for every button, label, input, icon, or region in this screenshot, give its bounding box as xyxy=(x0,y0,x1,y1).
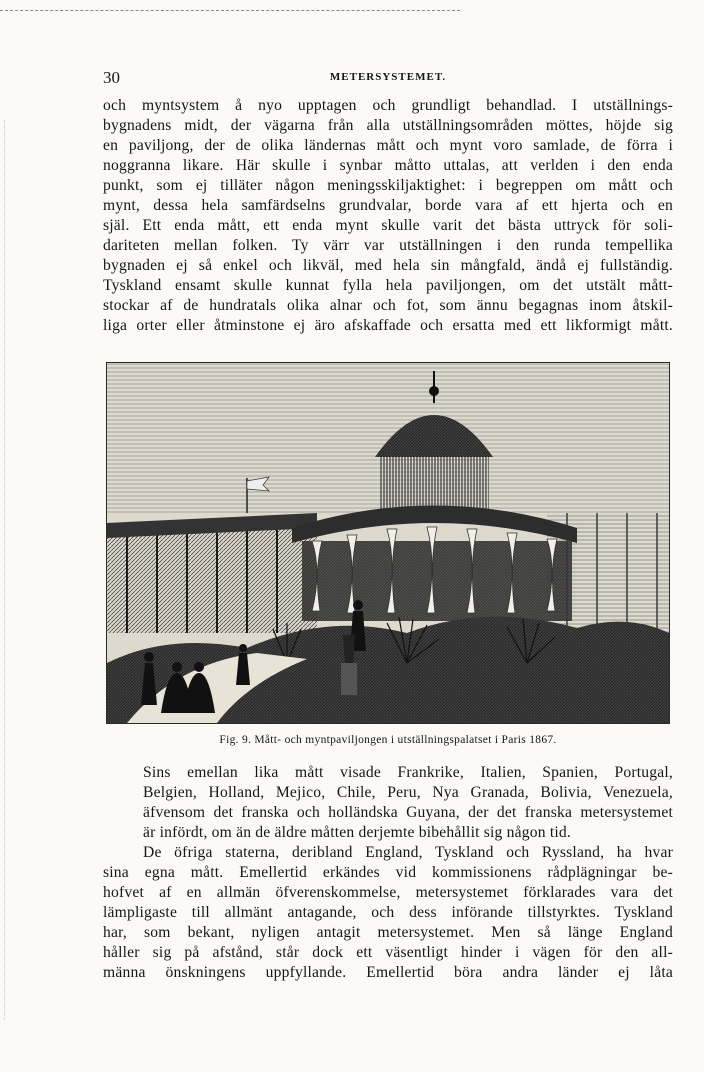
text-line: punkt, som ej tilläter någon meningsskiljaktighet: i begreppen om mått och xyxy=(103,177,673,194)
engraving-figure xyxy=(106,362,670,724)
text-line: noggranna likare. Här skulle i synbar måtto uttalas, att verlden i den enda xyxy=(103,157,673,174)
paragraph-2 xyxy=(103,763,673,843)
text-line: Belgien, Holland, Mejico, Chile, Peru, Nya Granada, Bolivia, Venezuela, xyxy=(143,784,673,801)
text-line: själ. Ett enda mått, ett enda mynt skulle varit det bästa uttryck för soli- xyxy=(103,217,673,234)
text-line: Tyskland ensamt skulle kunnat fylla hela paviljongen, om det utstält mått- xyxy=(103,277,673,294)
dome-finial xyxy=(429,386,439,396)
text-line: har, som bekant, nyligen antagit metersystemet. Men så länge England xyxy=(103,924,673,941)
text-line: mynt, dessa hela samfärdselns grundvalar, borde vara af ett hjerta och en xyxy=(103,197,673,214)
text-line: sina egna mått. Emellertid erkändes vid kommissionens rådplägningar be- xyxy=(103,864,673,881)
scan-margin-specks xyxy=(4,120,5,1020)
pavilion-engraving xyxy=(107,363,669,723)
pavilion-colonnade xyxy=(302,541,572,621)
text-line: Sins emellan lika mått visade Frankrike, Italien, Spanien, Portugal, xyxy=(143,764,673,781)
text-line: bygnadens midt, der vägarna från alla utställningsområden möttes, höjde sig xyxy=(103,117,673,134)
paragraph-3 xyxy=(103,843,673,983)
figure-caption: Fig. 9. Mått- och myntpaviljongen i utställningspalatset i Paris 1867. xyxy=(219,734,557,746)
running-head: METERSYSTEMET. xyxy=(329,71,447,83)
text-line: och myntsystem å nyo upptagen och grundligt behandlad. I utställnings- xyxy=(103,97,673,114)
text-line: dariteten mellan folken. Ty värr var utställningen i den runda tempellika xyxy=(103,237,673,254)
text-line: De öfriga staterna, deribland England, Tyskland och Ryssland, ha hvar xyxy=(143,844,673,861)
scan-edge-line xyxy=(0,10,460,11)
pedestal xyxy=(341,663,357,695)
text-line: är infördt, om än de äldre måtten derjemte bibehållit sig någon tid. xyxy=(143,824,572,841)
text-line: en paviljong, der de olika ländernas mått och mynt voro samlade, de förra i xyxy=(103,137,673,154)
page-number: 30 xyxy=(103,68,120,87)
left-arcade xyxy=(107,523,317,633)
text-line: stockar af de hundratals olika alnar och fot, som ännu begagnas inom åtskil- xyxy=(103,297,673,314)
text-line: männa önskningens uppfyllande. Emellertid böra andra länder ej låta xyxy=(103,964,673,981)
text-line: äfvensom det franska och holländska Guyana, der det franska metersystemet xyxy=(143,804,673,821)
page-header xyxy=(103,68,673,86)
text-line: liga orter eller åtminstone ej äro afskaffade och ersatta med ett likformigt mått. xyxy=(103,317,673,334)
text-line: bygnaden ej så enkel och likväl, med hela sin mångfald, ändå ej fullständig. xyxy=(103,257,673,274)
text-line: hofvet af en allmän öfverenskommelse, metersystemet förklarades vara det xyxy=(103,884,673,901)
text-line: håller sig på afstånd, står dock ett väsentligt hinder i vägen för den all- xyxy=(103,944,673,961)
text-line: lämpligaste till allmänt antagande, och dess införande tillstyrktes. Tyskland xyxy=(103,904,673,921)
paragraph-1 xyxy=(103,96,673,336)
